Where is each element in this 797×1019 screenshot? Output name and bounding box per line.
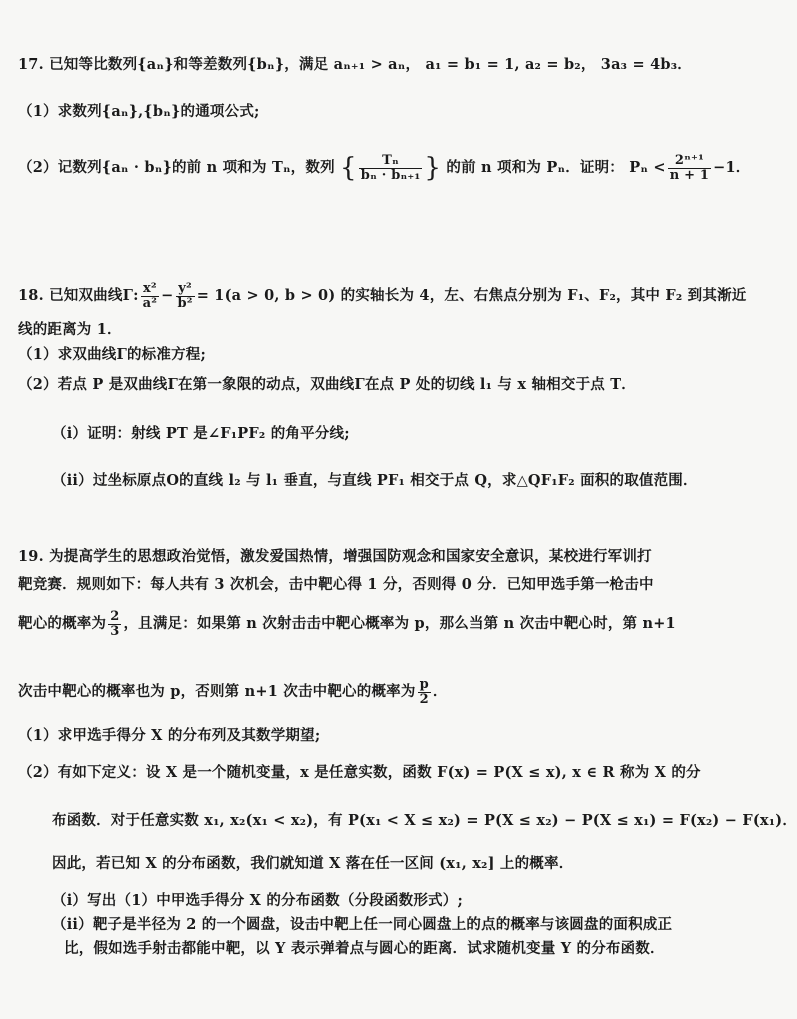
q18-stem-text-b: = 1(a > 0, b > 0) 的实轴长为 4，左、右焦点分别为 F₁、F₂，其中 F₂ 到其渐近: [196, 287, 747, 304]
q18-part2-ii: （ii）过坐标原点O的直线 l₂ 与 l₁ 垂直，与直线 PF₁ 相交于点 Q，求△QF₁F₂ 面积的取值范围．: [52, 472, 698, 489]
fraction-numerator: y²: [176, 282, 195, 297]
q19-stem-line3: [18, 604, 702, 644]
fraction-denominator: b²: [177, 295, 193, 311]
q19-stem-line1: 19. 为提高学生的思想政治觉悟，激发爱国热情，增强国防观念和国家安全意识，某校进行军训打: [18, 548, 652, 565]
q18-part2-i: （i）证明：射线 PT 是∠F₁PF₂ 的角平分线;: [52, 425, 350, 442]
fraction-denominator: n + 1: [669, 167, 710, 183]
q17-stem: 17. 已知等比数列{aₙ}和等差数列{bₙ}，满足 aₙ₊₁ > aₙ， a₁ = b₁ = 1, a₂ = b₂， 3a₃ = 4b₃．: [18, 56, 692, 73]
q17-inequality-tail: −1．: [713, 159, 751, 176]
q19-fraction-two-thirds: [108, 610, 121, 639]
q19-part2-line1: （2）有如下定义：设 X 是一个随机变量，x 是任意实数，函数 F(x) = P(X ≤ x), x ∈ R 称为 X 的分: [18, 764, 701, 781]
fraction-numerator: p: [419, 676, 429, 692]
q19-part2-line3: 因此，若已知 X 的分布函数，我们就知道 X 落在任一区间 (x₁, x₂] 上的概率．: [52, 855, 574, 872]
q17-fraction-power: [668, 154, 711, 183]
q18-part2: （2）若点 P 是双曲线Γ在第一象限的动点，双曲线Γ在点 P 处的切线 l₁ 与 x 轴相交于点 T．: [18, 376, 636, 393]
q18-stem-text-a: 18. 已知双曲线Γ:: [18, 287, 139, 304]
fraction-denominator: 3: [110, 623, 120, 639]
q18-fraction-y: [176, 282, 195, 311]
q17-part1: （1）求数列{aₙ},{bₙ}的通项公式;: [18, 103, 260, 120]
q18-fraction-x: [141, 282, 160, 311]
q19-stem-line2: 靶竞赛．规则如下：每人共有 3 次机会，击中靶心得 1 分，否则得 0 分．已知甲选手第一枪击中: [18, 576, 654, 593]
q17-part2-text-a: （2）记数列{aₙ · bₙ}的前 n 项和为 Tₙ，数列: [18, 159, 335, 176]
q19-stem-line4: [18, 672, 702, 712]
fraction-numerator: 2ⁿ⁺¹: [668, 154, 711, 169]
q17-fraction-tn: [359, 154, 423, 183]
q17-part2-text-b: 的前 n 项和为 Pₙ．证明：: [446, 159, 625, 176]
q19-line4-text-b: ．: [432, 683, 448, 700]
q19-line3-text-b: ，且满足：如果第 n 次射击击中靶心概率为 p，那么当第 n 次击中靶心时，第 n+1: [123, 615, 676, 632]
brace-right: }: [424, 153, 442, 183]
q19-part2-line2: 布函数．对于任意实数 x₁, x₂(x₁ < x₂)，有 P(x₁ < X ≤ x₂) = P(X ≤ x₂) − P(X ≤ x₁) = F(x₂) − F(x₁)．: [52, 812, 797, 829]
q19-part1: （1）求甲选手得分 X 的分布列及其数学期望;: [18, 727, 321, 744]
q18-part1: （1）求双曲线Γ的标准方程;: [18, 346, 207, 363]
q19-part2-ii-line2: 比，假如选手射击都能中靶，以 Y 表示弹着点与圆心的距离．试求随机变量 Y 的分布函数．: [64, 940, 665, 957]
q19-part2-ii-line1: （ii）靶子是半径为 2 的一个圆盘，设击中靶上任一同心圆盘上的点的概率与该圆盘的面积成正: [52, 916, 673, 933]
fraction-denominator: bₙ · bₙ₊₁: [360, 167, 421, 183]
fraction-denominator: 2: [419, 691, 429, 707]
q18-stem-line2: 线的距离为 1．: [18, 321, 122, 338]
minus-sign: −: [161, 287, 174, 304]
q19-line3-text-a: 靶心的概率为: [18, 615, 107, 632]
q19-part2-i: （i）写出（1）中甲选手得分 X 的分布函数（分段函数形式）;: [52, 892, 463, 909]
fraction-numerator: 2: [110, 608, 120, 624]
q17-part2: [18, 148, 751, 188]
brace-left: {: [340, 153, 357, 183]
q19-line4-text-a: 次击中靶心的概率也为 p，否则第 n+1 次击中靶心的概率为: [18, 683, 416, 700]
q19-fraction-p-half: [418, 678, 431, 707]
fraction-numerator: x²: [141, 282, 160, 297]
fraction-denominator: a²: [142, 295, 158, 311]
q18-stem: [18, 276, 747, 316]
q17-inequality-lhs: Pₙ <: [629, 159, 666, 176]
fraction-numerator: Tₙ: [359, 154, 423, 169]
